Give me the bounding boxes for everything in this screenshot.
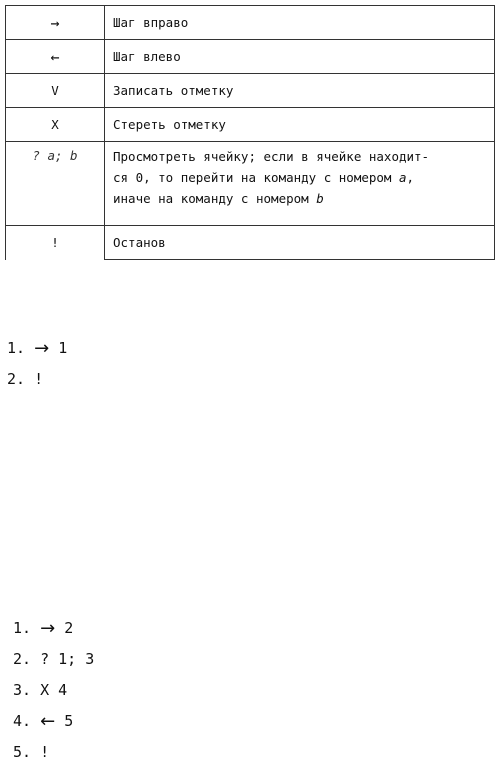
left-arrow-icon: ←: [40, 711, 56, 732]
command-code: [6, 40, 105, 74]
description-line: Просмотреть ячейку; если в ячейке находит-: [113, 149, 430, 164]
command-description: Останов: [105, 226, 495, 260]
program-line: [13, 675, 94, 706]
program-line: [7, 364, 67, 395]
line-text: 2: [55, 619, 74, 637]
line-text: 5: [55, 712, 74, 730]
line-number: 5.: [13, 743, 32, 761]
program-line: [13, 644, 94, 675]
variable-a: a: [398, 170, 407, 185]
table-row: [6, 74, 495, 108]
program-line: [13, 737, 94, 768]
program-line: [13, 613, 94, 644]
table-row: [6, 40, 495, 74]
program-line: [13, 706, 94, 737]
table-row: [6, 142, 495, 226]
description-line: [113, 167, 488, 188]
line-number: 3.: [13, 681, 32, 699]
line-text: ? 1; 3: [31, 650, 95, 668]
command-description: [105, 142, 495, 226]
program-line: [7, 333, 67, 364]
line-text: 1: [49, 339, 68, 357]
command-code: V: [6, 74, 105, 108]
description-text: ,: [406, 170, 415, 185]
command-description: Шаг влево: [105, 40, 495, 74]
line-number: 2.: [7, 370, 26, 388]
line-text: !: [25, 370, 44, 388]
command-code: X: [6, 108, 105, 142]
command-description: Записать отметку: [105, 74, 495, 108]
line-text: !: [31, 743, 50, 761]
program-listing-1: [7, 333, 67, 395]
command-code: [6, 142, 105, 226]
line-number: 1.: [13, 619, 32, 637]
program-listing-2: [13, 613, 94, 768]
description-text: иначе на команду с номером: [113, 191, 317, 206]
table-row: [6, 6, 495, 40]
right-arrow-icon: →: [50, 13, 60, 32]
line-text: X 4: [31, 681, 68, 699]
command-code-text: ? a; b: [32, 148, 78, 163]
line-number: 1.: [7, 339, 26, 357]
command-description: Шаг вправо: [105, 6, 495, 40]
command-description: Стереть отметку: [105, 108, 495, 142]
description-line: [113, 188, 488, 209]
description-text: ся 0, то перейти на команду с номером: [113, 170, 399, 185]
right-arrow-icon: →: [34, 338, 50, 359]
left-arrow-icon: ←: [50, 47, 60, 66]
table-row: [6, 226, 495, 260]
line-number: 4.: [13, 712, 32, 730]
line-number: 2.: [13, 650, 32, 668]
command-code: [6, 6, 105, 40]
table-row: [6, 108, 495, 142]
right-arrow-icon: →: [40, 618, 56, 639]
command-table: [5, 5, 495, 260]
command-code: !: [6, 226, 105, 260]
variable-b: b: [316, 191, 324, 206]
